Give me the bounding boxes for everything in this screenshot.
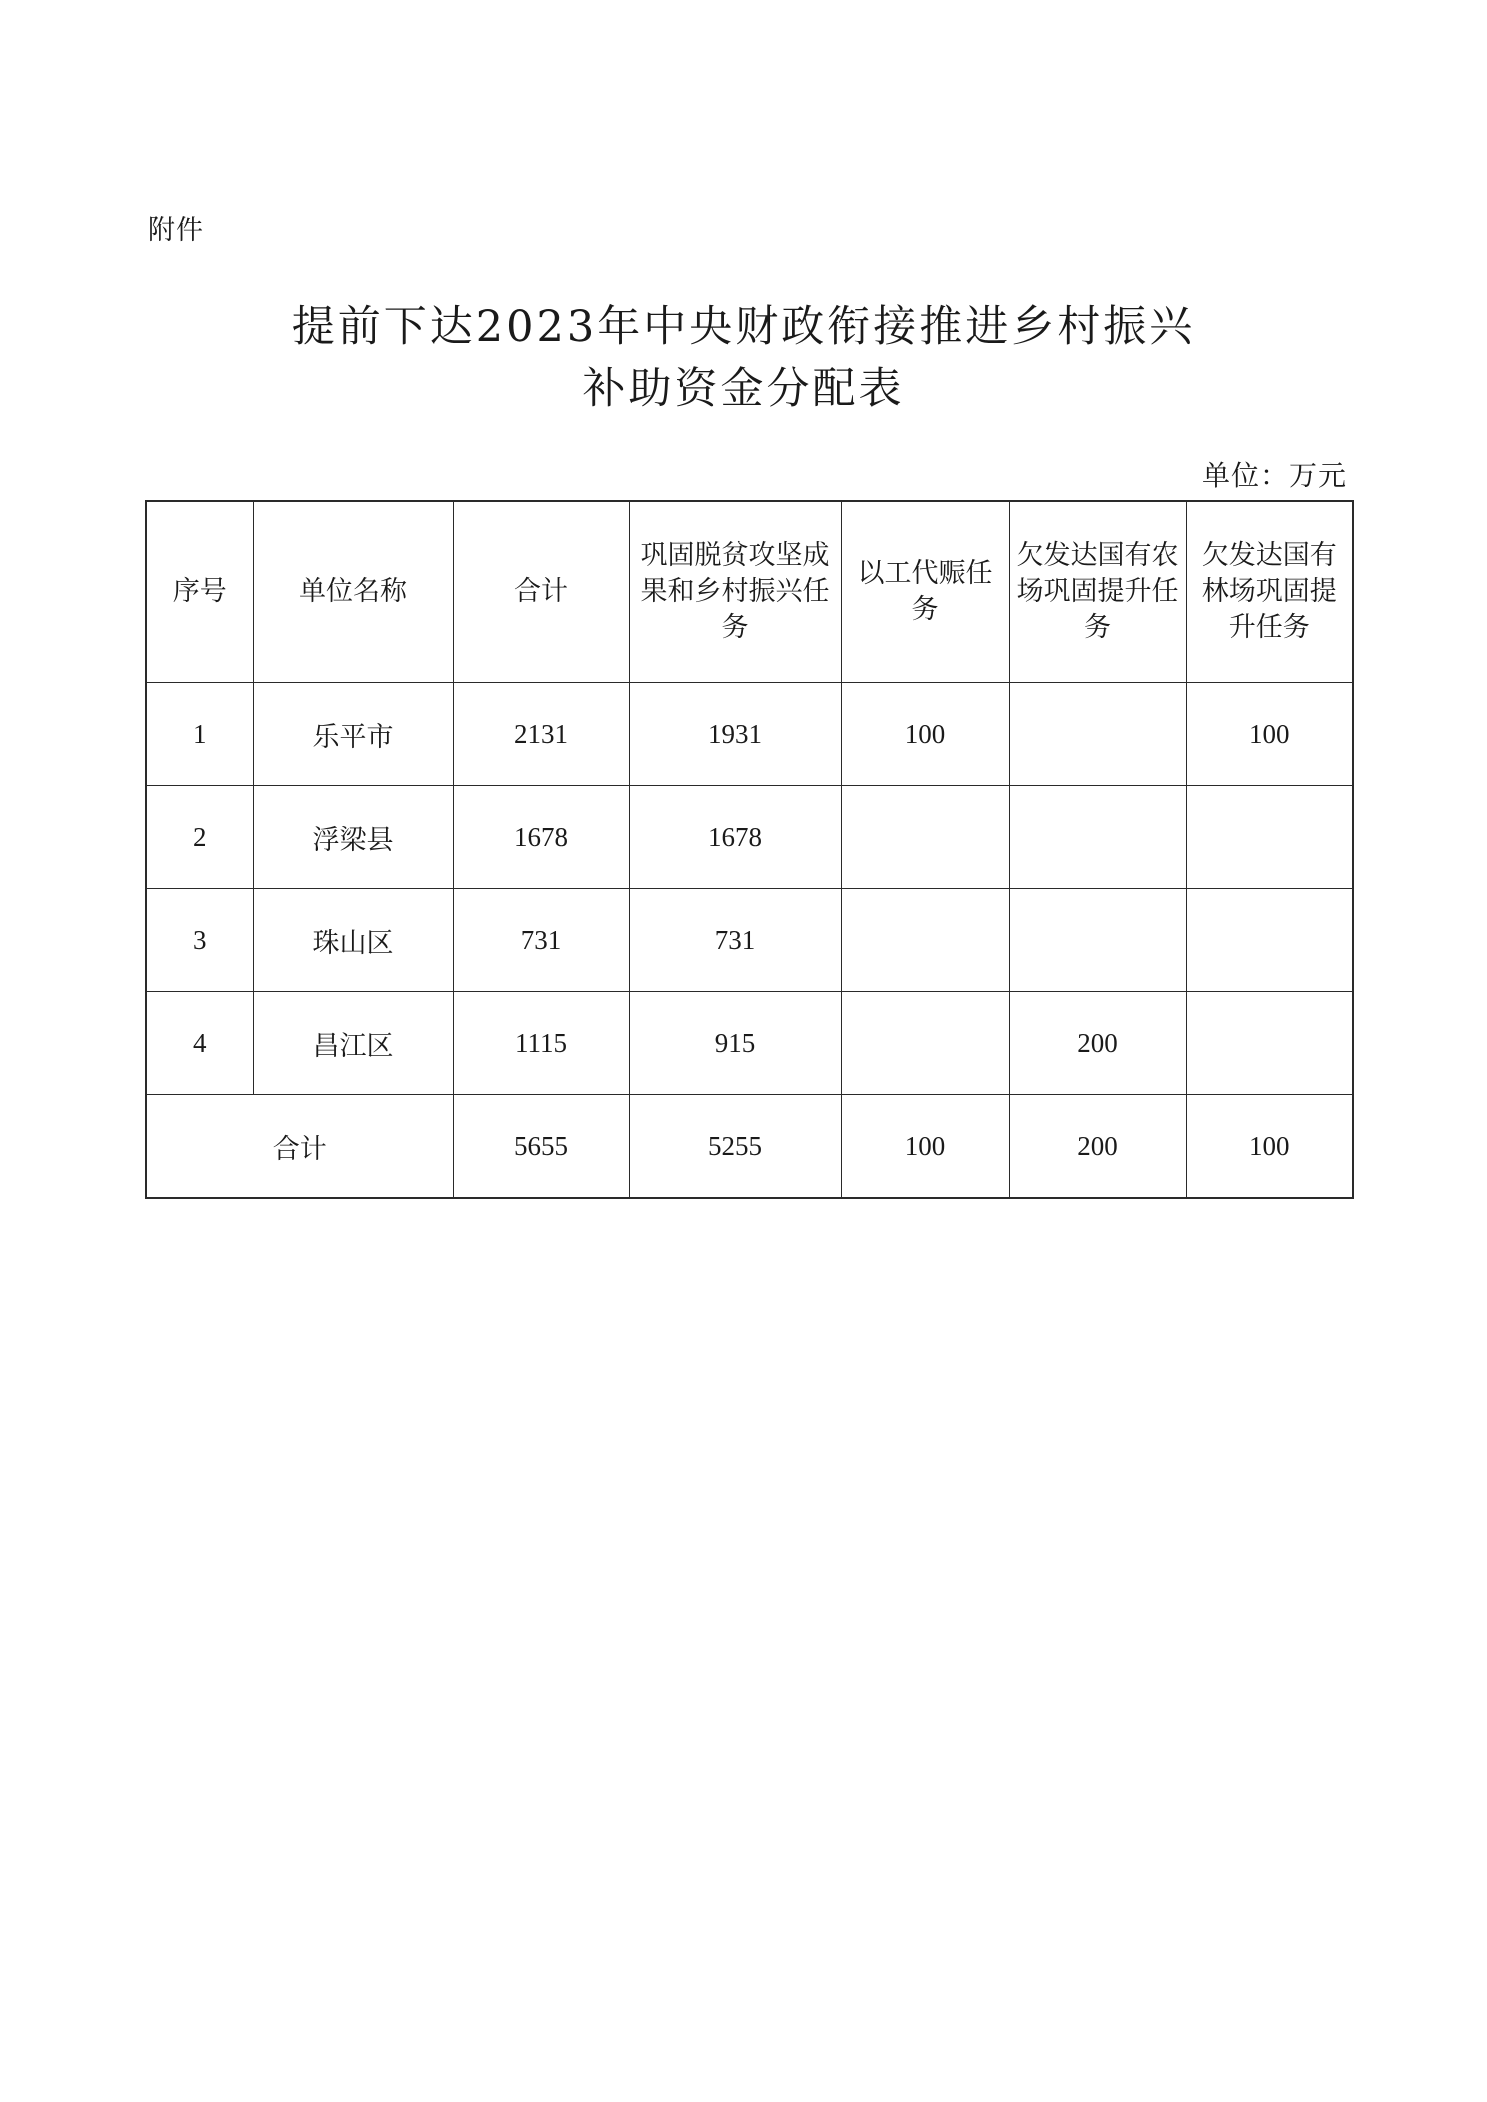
cell-total: 2131 [453, 683, 629, 786]
table-row [146, 992, 1353, 1095]
cell-work-relief [841, 992, 1009, 1095]
cell-consolidate: 915 [629, 992, 841, 1095]
header-total: 合计 [453, 501, 629, 683]
cell-farm [1009, 683, 1186, 786]
header-forest-task: 欠发达国有林场巩固提升任务 [1186, 501, 1353, 683]
cell-forest [1186, 992, 1353, 1095]
cell-sum-work-relief: 100 [841, 1095, 1009, 1199]
allocation-table [145, 500, 1354, 1199]
cell-farm [1009, 889, 1186, 992]
table-row [146, 683, 1353, 786]
document-title-line-2: 补助资金分配表 [582, 364, 905, 414]
table-row [146, 786, 1353, 889]
cell-consolidate: 731 [629, 889, 841, 992]
cell-seq: 2 [146, 786, 253, 889]
table-header-row [146, 501, 1353, 683]
cell-sum-label: 合计 [146, 1095, 453, 1199]
cell-consolidate: 1678 [629, 786, 841, 889]
cell-sum-forest: 100 [1186, 1095, 1353, 1199]
attachment-label: 附件 [148, 215, 204, 246]
table-row [146, 889, 1353, 992]
cell-total: 1115 [453, 992, 629, 1095]
cell-forest [1186, 889, 1353, 992]
cell-unit-name: 乐平市 [253, 683, 453, 786]
cell-sum-total: 5655 [453, 1095, 629, 1199]
cell-seq: 1 [146, 683, 253, 786]
cell-unit-name: 昌江区 [253, 992, 453, 1095]
document-title-line-1: 提前下达2023年中央财政衔接推进乡村振兴 [291, 302, 1196, 352]
cell-farm [1009, 786, 1186, 889]
cell-seq: 4 [146, 992, 253, 1095]
cell-work-relief [841, 889, 1009, 992]
header-work-relief-task: 以工代赈任务 [841, 501, 1009, 683]
cell-farm: 200 [1009, 992, 1186, 1095]
header-unit-name: 单位名称 [253, 501, 453, 683]
cell-forest: 100 [1186, 683, 1353, 786]
table-sum-row [146, 1095, 1353, 1199]
cell-sum-farm: 200 [1009, 1095, 1186, 1199]
unit-label: 单位：万元 [1201, 459, 1347, 492]
header-consolidate-task: 巩固脱贫攻坚成果和乡村振兴任务 [629, 501, 841, 683]
cell-work-relief [841, 786, 1009, 889]
cell-sum-consolidate: 5255 [629, 1095, 841, 1199]
cell-unit-name: 珠山区 [253, 889, 453, 992]
cell-forest [1186, 786, 1353, 889]
header-farm-task: 欠发达国有农场巩固提升任务 [1009, 501, 1186, 683]
header-seq: 序号 [146, 501, 253, 683]
cell-total: 731 [453, 889, 629, 992]
cell-total: 1678 [453, 786, 629, 889]
cell-seq: 3 [146, 889, 253, 992]
cell-work-relief: 100 [841, 683, 1009, 786]
cell-unit-name: 浮梁县 [253, 786, 453, 889]
cell-consolidate: 1931 [629, 683, 841, 786]
